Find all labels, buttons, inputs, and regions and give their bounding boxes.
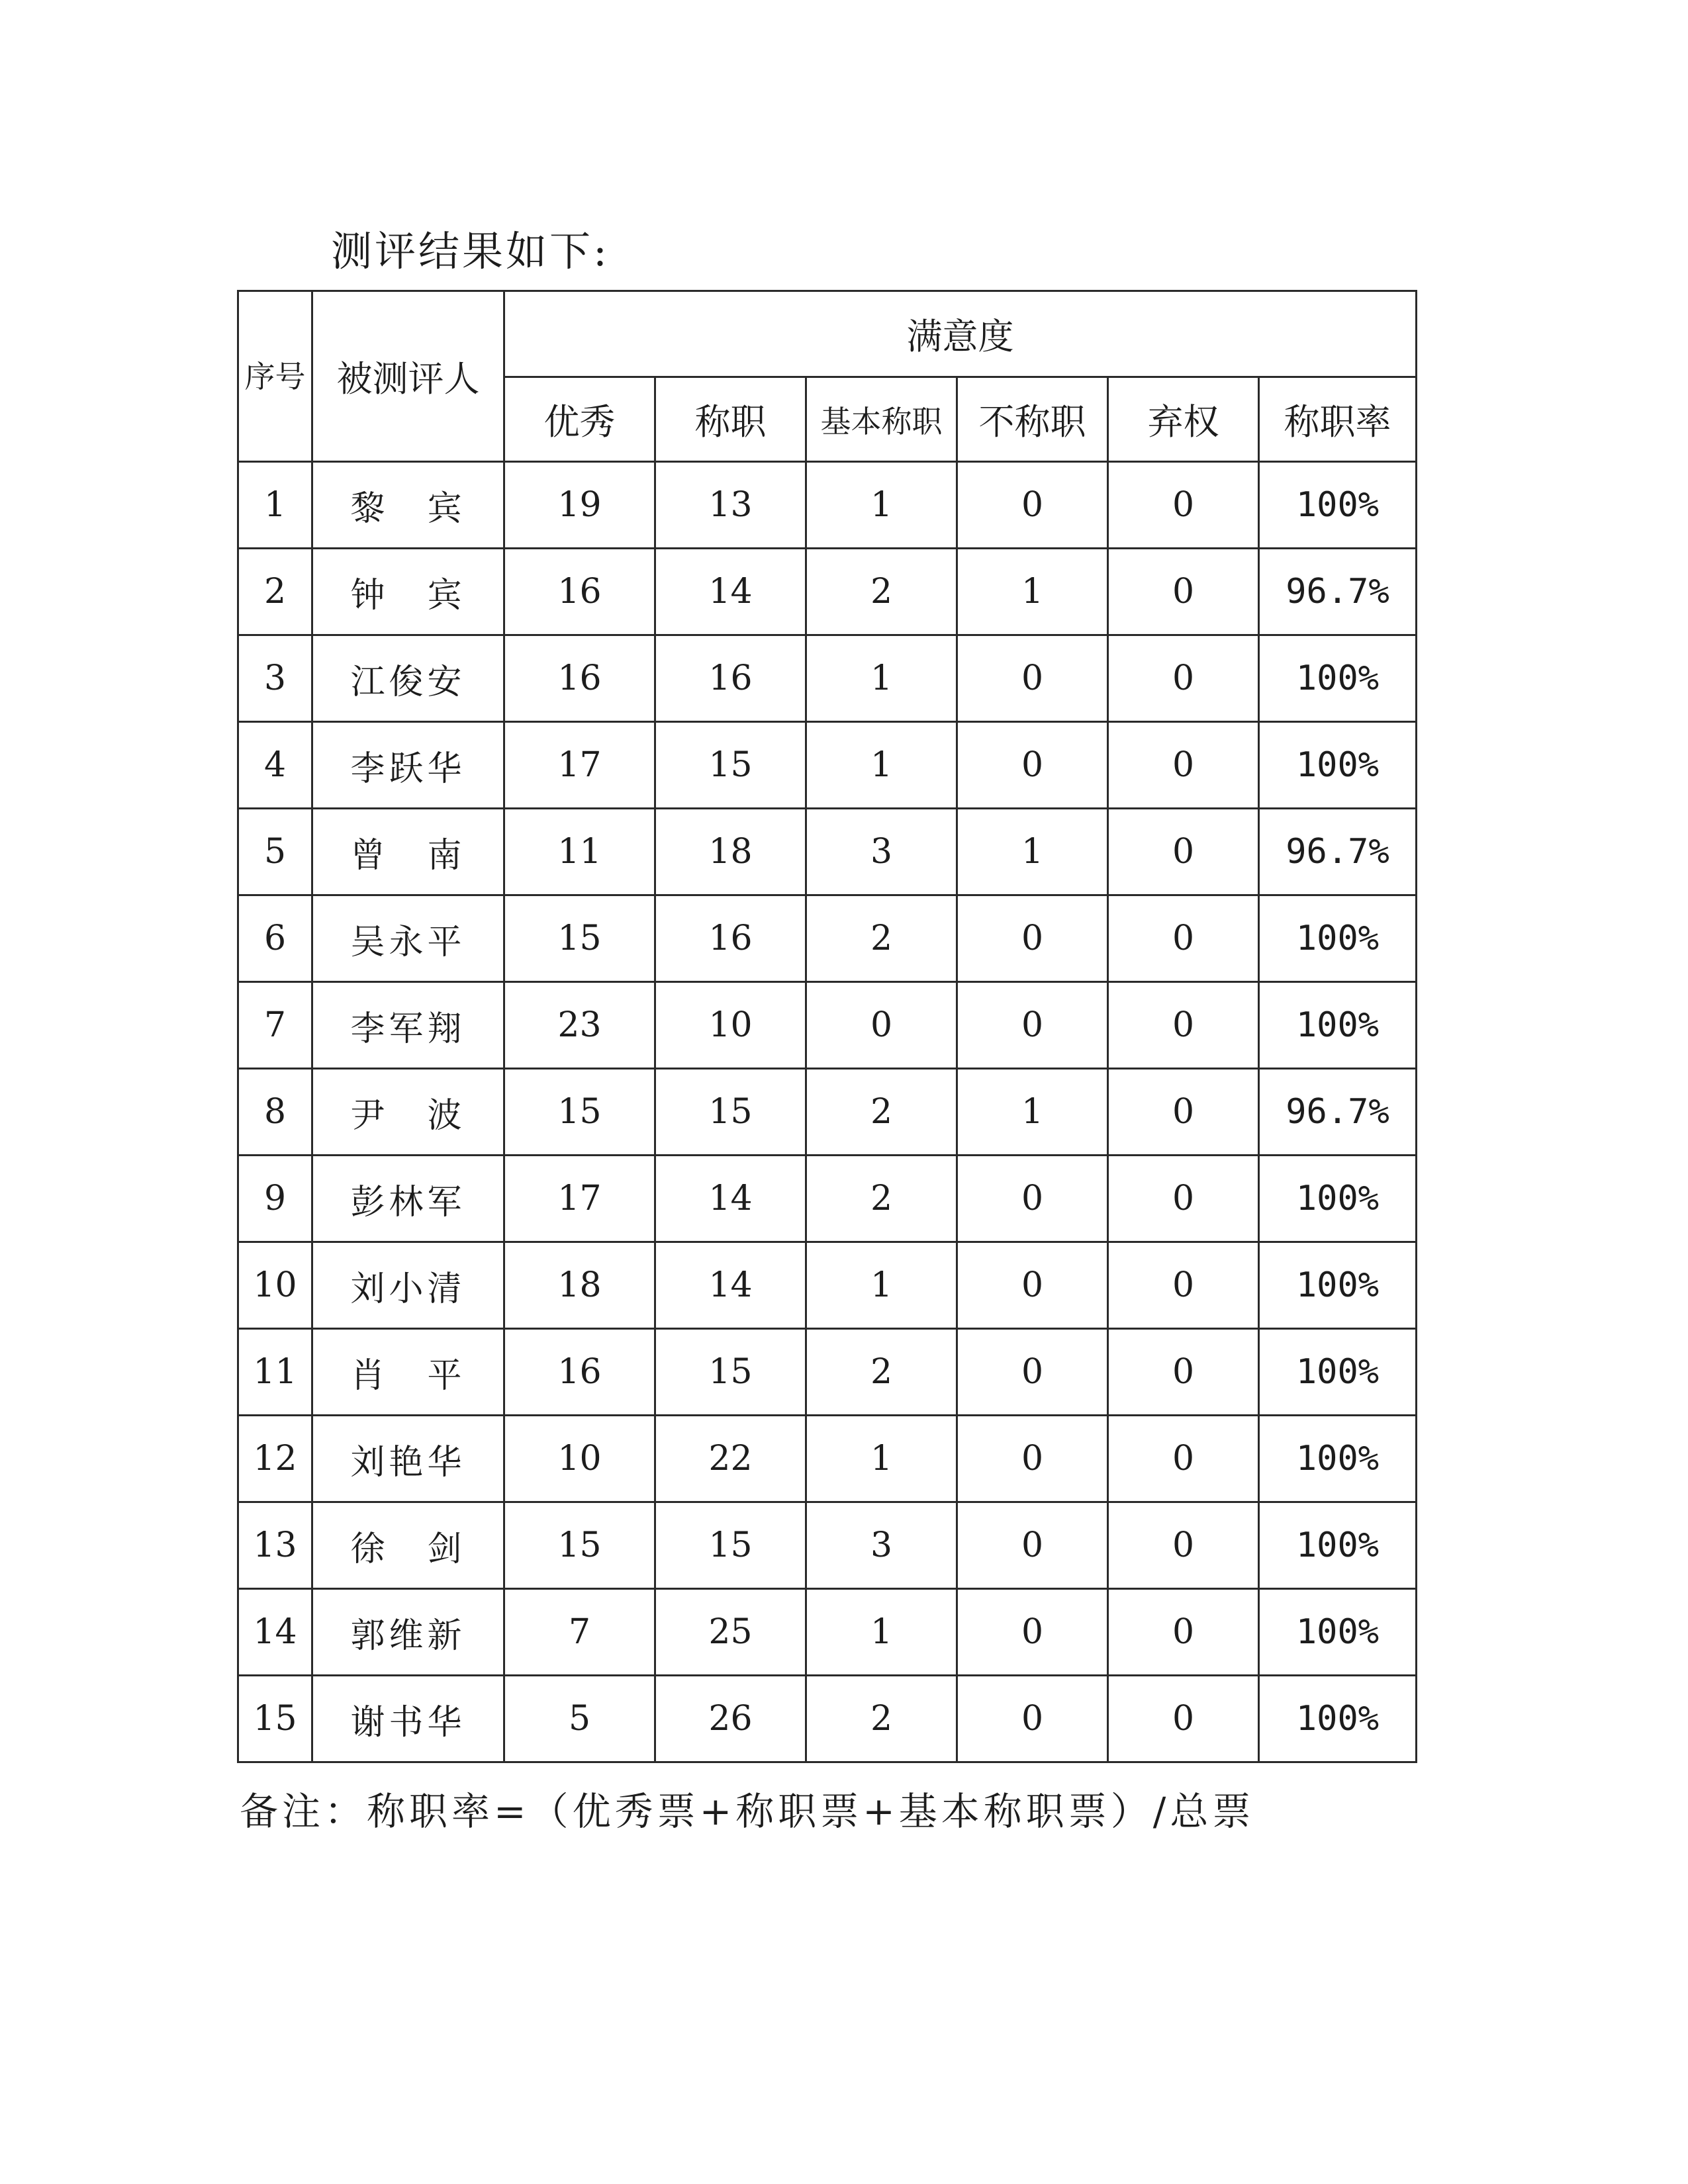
table-row (238, 549, 1417, 635)
cell-basic: 2 (806, 1156, 957, 1242)
cell-incompetent: 0 (957, 982, 1108, 1069)
cell-excellent: 16 (504, 1329, 655, 1416)
cell-competent: 15 (655, 1329, 806, 1416)
table-row (238, 1329, 1417, 1416)
cell-excellent: 23 (504, 982, 655, 1069)
header-competent: 称职 (655, 377, 806, 462)
cell-rate: 100% (1259, 1242, 1417, 1329)
cell-basic: 1 (806, 462, 957, 549)
cell-excellent: 17 (504, 722, 655, 809)
cell-competent: 14 (655, 1242, 806, 1329)
cell-excellent: 5 (504, 1676, 655, 1762)
cell-competent: 14 (655, 549, 806, 635)
intro-text: 测评结果如下: (331, 227, 610, 275)
cell-rate: 100% (1259, 722, 1417, 809)
cell-incompetent: 0 (957, 1676, 1108, 1762)
cell-name: 吴永平 (312, 895, 504, 982)
cell-name: 黎 宾 (312, 462, 504, 549)
cell-abstain: 0 (1108, 982, 1259, 1069)
cell-rate: 96.7% (1259, 1069, 1417, 1156)
header-basic: 基本称职 (806, 377, 957, 462)
header-seq: 序号 (238, 291, 312, 462)
header-excellent: 优秀 (504, 377, 655, 462)
cell-rate: 96.7% (1259, 549, 1417, 635)
cell-incompetent: 0 (957, 1242, 1108, 1329)
cell-rate: 100% (1259, 1156, 1417, 1242)
table-row (238, 722, 1417, 809)
cell-name: 彭林军 (312, 1156, 504, 1242)
cell-excellent: 7 (504, 1589, 655, 1676)
table-row (238, 809, 1417, 895)
cell-competent: 15 (655, 1069, 806, 1156)
cell-incompetent: 0 (957, 1156, 1108, 1242)
cell-excellent: 10 (504, 1416, 655, 1502)
cell-name: 郭维新 (312, 1589, 504, 1676)
cell-abstain: 0 (1108, 1676, 1259, 1762)
table-row (238, 1156, 1417, 1242)
cell-excellent: 18 (504, 1242, 655, 1329)
cell-seq: 15 (238, 1676, 312, 1762)
cell-incompetent: 0 (957, 1329, 1108, 1416)
footnote: 备注：称职率=（优秀票+称职票+基本称职票）/总票 (240, 1789, 1255, 1834)
cell-name: 徐 剑 (312, 1502, 504, 1589)
cell-excellent: 16 (504, 635, 655, 722)
cell-basic: 1 (806, 722, 957, 809)
header-person: 被测评人 (312, 291, 504, 462)
cell-incompetent: 1 (957, 809, 1108, 895)
table-row (238, 895, 1417, 982)
table-row (238, 462, 1417, 549)
header-row-top (238, 291, 1417, 377)
cell-seq: 6 (238, 895, 312, 982)
cell-seq: 5 (238, 809, 312, 895)
cell-name: 尹 波 (312, 1069, 504, 1156)
cell-excellent: 15 (504, 895, 655, 982)
cell-basic: 2 (806, 1676, 957, 1762)
cell-rate: 100% (1259, 1676, 1417, 1762)
table-row (238, 1589, 1417, 1676)
cell-rate: 100% (1259, 1589, 1417, 1676)
table-row (238, 1242, 1417, 1329)
table-row (238, 982, 1417, 1069)
cell-excellent: 19 (504, 462, 655, 549)
cell-excellent: 15 (504, 1502, 655, 1589)
cell-name: 钟 宾 (312, 549, 504, 635)
cell-rate: 100% (1259, 895, 1417, 982)
cell-incompetent: 0 (957, 462, 1108, 549)
cell-excellent: 15 (504, 1069, 655, 1156)
cell-rate: 100% (1259, 982, 1417, 1069)
cell-basic: 0 (806, 982, 957, 1069)
cell-abstain: 0 (1108, 1589, 1259, 1676)
table-row (238, 1416, 1417, 1502)
cell-basic: 2 (806, 1329, 957, 1416)
cell-abstain: 0 (1108, 635, 1259, 722)
cell-incompetent: 0 (957, 1589, 1108, 1676)
table-row (238, 1502, 1417, 1589)
cell-basic: 1 (806, 1242, 957, 1329)
cell-competent: 25 (655, 1589, 806, 1676)
cell-seq: 7 (238, 982, 312, 1069)
header-rate: 称职率 (1259, 377, 1417, 462)
cell-seq: 12 (238, 1416, 312, 1502)
cell-basic: 1 (806, 1416, 957, 1502)
cell-basic: 1 (806, 635, 957, 722)
header-incompetent: 不称职 (957, 377, 1108, 462)
cell-abstain: 0 (1108, 1156, 1259, 1242)
cell-rate: 100% (1259, 1502, 1417, 1589)
cell-abstain: 0 (1108, 1502, 1259, 1589)
cell-incompetent: 1 (957, 549, 1108, 635)
cell-excellent: 17 (504, 1156, 655, 1242)
cell-seq: 14 (238, 1589, 312, 1676)
cell-basic: 1 (806, 1589, 957, 1676)
cell-name: 曾 南 (312, 809, 504, 895)
cell-competent: 15 (655, 1502, 806, 1589)
cell-abstain: 0 (1108, 1069, 1259, 1156)
cell-rate: 100% (1259, 635, 1417, 722)
cell-name: 谢书华 (312, 1676, 504, 1762)
cell-abstain: 0 (1108, 1416, 1259, 1502)
cell-seq: 2 (238, 549, 312, 635)
cell-seq: 3 (238, 635, 312, 722)
cell-seq: 11 (238, 1329, 312, 1416)
cell-competent: 26 (655, 1676, 806, 1762)
cell-competent: 16 (655, 895, 806, 982)
cell-name: 刘艳华 (312, 1416, 504, 1502)
table-row (238, 1069, 1417, 1156)
cell-seq: 13 (238, 1502, 312, 1589)
cell-rate: 100% (1259, 1416, 1417, 1502)
cell-seq: 1 (238, 462, 312, 549)
cell-incompetent: 0 (957, 895, 1108, 982)
cell-incompetent: 0 (957, 1416, 1108, 1502)
cell-abstain: 0 (1108, 722, 1259, 809)
header-abstain: 弃权 (1108, 377, 1259, 462)
cell-incompetent: 0 (957, 1502, 1108, 1589)
cell-seq: 4 (238, 722, 312, 809)
cell-seq: 8 (238, 1069, 312, 1156)
cell-competent: 13 (655, 462, 806, 549)
cell-basic: 3 (806, 1502, 957, 1589)
cell-seq: 9 (238, 1156, 312, 1242)
cell-excellent: 16 (504, 549, 655, 635)
cell-abstain: 0 (1108, 549, 1259, 635)
cell-competent: 18 (655, 809, 806, 895)
cell-name: 刘小清 (312, 1242, 504, 1329)
cell-competent: 22 (655, 1416, 806, 1502)
cell-abstain: 0 (1108, 1329, 1259, 1416)
cell-basic: 2 (806, 895, 957, 982)
cell-name: 肖 平 (312, 1329, 504, 1416)
cell-basic: 2 (806, 1069, 957, 1156)
cell-incompetent: 0 (957, 722, 1108, 809)
cell-competent: 15 (655, 722, 806, 809)
cell-incompetent: 1 (957, 1069, 1108, 1156)
header-satisfaction: 满意度 (504, 291, 1417, 377)
cell-rate: 100% (1259, 1329, 1417, 1416)
cell-abstain: 0 (1108, 895, 1259, 982)
cell-seq: 10 (238, 1242, 312, 1329)
cell-rate: 96.7% (1259, 809, 1417, 895)
cell-competent: 10 (655, 982, 806, 1069)
cell-abstain: 0 (1108, 462, 1259, 549)
evaluation-results-table (237, 290, 1417, 1763)
cell-competent: 14 (655, 1156, 806, 1242)
cell-name: 江俊安 (312, 635, 504, 722)
cell-abstain: 0 (1108, 1242, 1259, 1329)
table-row (238, 635, 1417, 722)
table-row (238, 1676, 1417, 1762)
cell-rate: 100% (1259, 462, 1417, 549)
cell-excellent: 11 (504, 809, 655, 895)
cell-basic: 2 (806, 549, 957, 635)
cell-name: 李军翔 (312, 982, 504, 1069)
cell-basic: 3 (806, 809, 957, 895)
cell-name: 李跃华 (312, 722, 504, 809)
cell-competent: 16 (655, 635, 806, 722)
cell-incompetent: 0 (957, 635, 1108, 722)
cell-abstain: 0 (1108, 809, 1259, 895)
